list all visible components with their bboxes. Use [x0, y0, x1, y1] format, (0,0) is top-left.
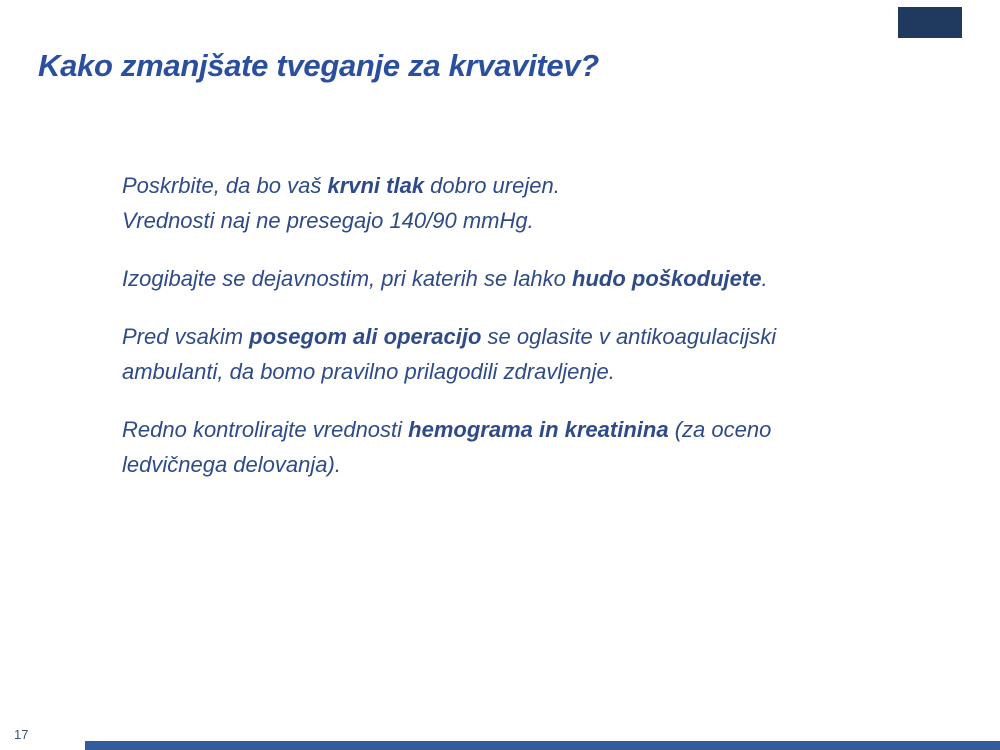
text-line — [122, 319, 942, 354]
text-run: Izogibajte se dejavnostim, pri katerih se lahko — [122, 266, 573, 291]
text-run: (za oceno — [668, 417, 772, 442]
paragraph-blood-pressure — [122, 168, 942, 238]
text-run-bold: hemograma in kreatinina — [408, 417, 669, 442]
text-line — [122, 261, 942, 296]
text-run: dobro urejen. — [424, 173, 560, 198]
text-run: ledvičnega delovanja). — [122, 452, 341, 477]
text-run-bold: hudo poškodujete — [572, 266, 762, 291]
text-run: Pred vsakim — [122, 324, 250, 349]
footer-bar — [85, 741, 1000, 750]
text-line — [122, 447, 942, 482]
text-run: ambulanti, da bomo pravilno prilagodili zdravljenje. — [122, 359, 615, 384]
slide-title: Kako zmanjšate tveganje za krvavitev? — [38, 48, 599, 83]
text-line — [122, 203, 942, 238]
text-line — [122, 412, 942, 447]
text-run: se oglasite v antikoagulacijski — [481, 324, 777, 349]
text-line — [122, 354, 942, 389]
text-run: Poskrbite, da bo vaš — [122, 173, 328, 198]
text-run: . — [761, 266, 768, 291]
paragraph-lab-monitoring — [122, 412, 942, 482]
text-line — [122, 168, 942, 203]
body-text — [122, 168, 942, 505]
text-run-bold: krvni tlak — [327, 173, 425, 198]
text-run: Vrednosti naj ne presegajo 140/90 mmHg. — [122, 208, 534, 233]
page-number: 17 — [14, 727, 29, 742]
paragraph-avoid-injury — [122, 261, 942, 296]
logo-block — [898, 7, 962, 38]
text-run: Redno kontrolirajte vrednosti — [122, 417, 409, 442]
paragraph-procedures — [122, 319, 942, 389]
text-run-bold: posegom ali operacijo — [249, 324, 482, 349]
